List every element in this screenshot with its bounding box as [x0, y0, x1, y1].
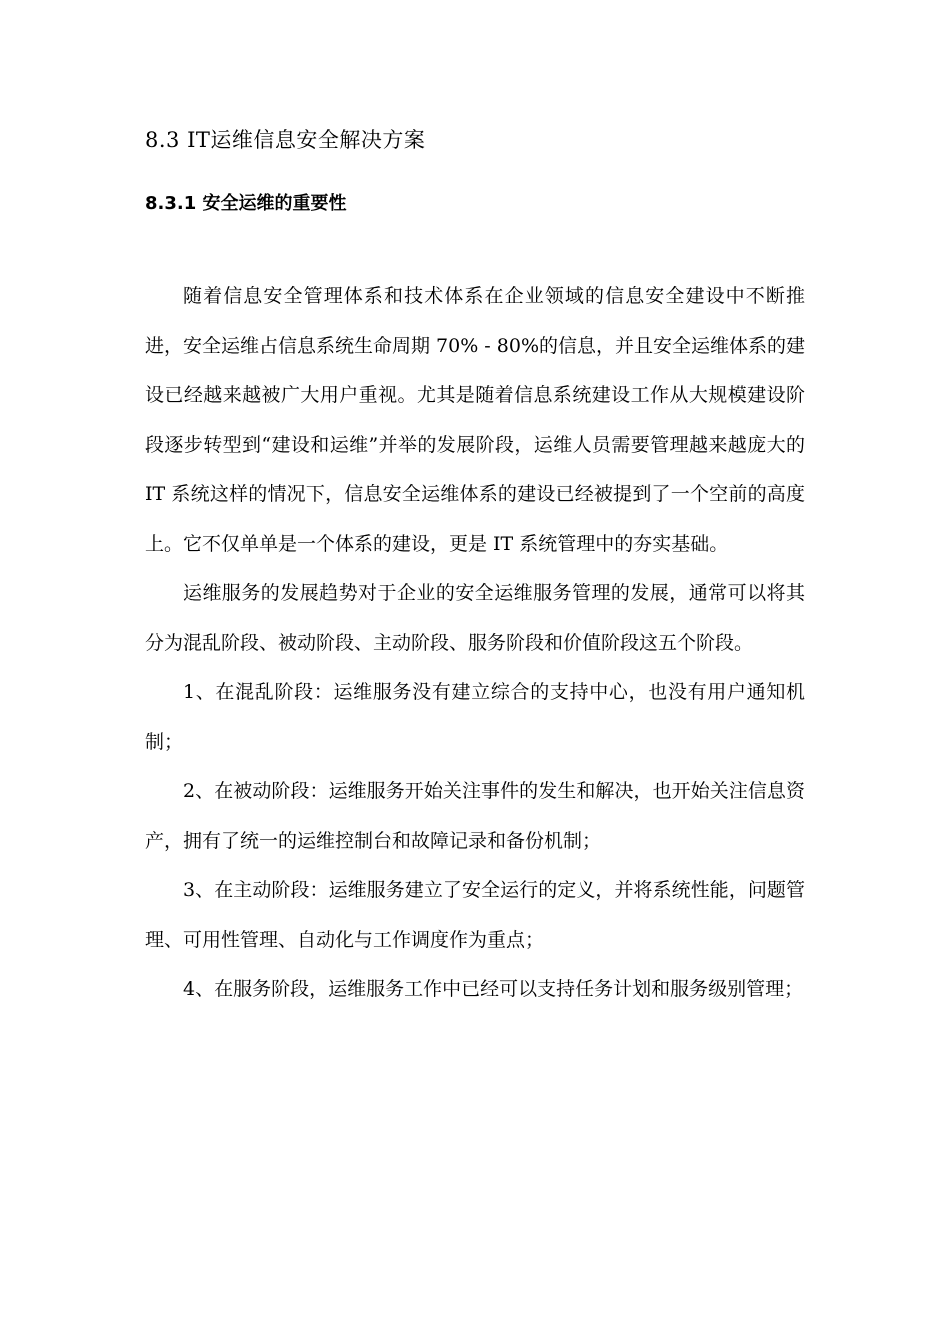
paragraph: 1、在混乱阶段：运维服务没有建立综合的支持中心，也没有用户通知机制；: [145, 681, 805, 753]
paragraph: 随着信息安全管理体系和技术体系在企业领域的信息安全建设中不断推进，安全运维占信息系统生命周期 70% - 80%的信息，并且安全运维体系的建设已经越来越被广大用户重视。尤其是随着信息系统建设工作从大规模建设阶段逐步转型到“建设和运维”并举的发展阶段，运维人员需要管理越来越庞大的 IT 系统这样的情况下，信息安全运维体系的建设已经被提到了一个空前的高度上。它不仅单单是一个体系的建设，更是 IT 系统管理中的夯实基础。: [145, 285, 806, 555]
paragraph: 2、在被动阶段：运维服务开始关注事件的发生和解决，也开始关注信息资产，拥有了统一的运维控制台和故障记录和备份机制；: [145, 780, 805, 852]
body-text: [145, 272, 805, 1015]
document-content: [145, 120, 805, 1015]
paragraph: 3、在主动阶段：运维服务建立了安全运行的定义，并将系统性能，问题管理、可用性管理、自动化与工作调度作为重点；: [145, 879, 805, 951]
paragraph: 4、在服务阶段，运维服务工作中已经可以支持任务计划和服务级别管理；: [183, 978, 804, 1000]
subsection-heading: 8.3.1 安全运维的重要性: [145, 193, 347, 214]
section-heading: 8.3 IT运维信息安全解决方案: [145, 128, 426, 152]
paragraph: 运维服务的发展趋势对于企业的安全运维服务管理的发展，通常可以将其分为混乱阶段、被动阶段、主动阶段、服务阶段和价值阶段这五个阶段。: [145, 582, 805, 654]
